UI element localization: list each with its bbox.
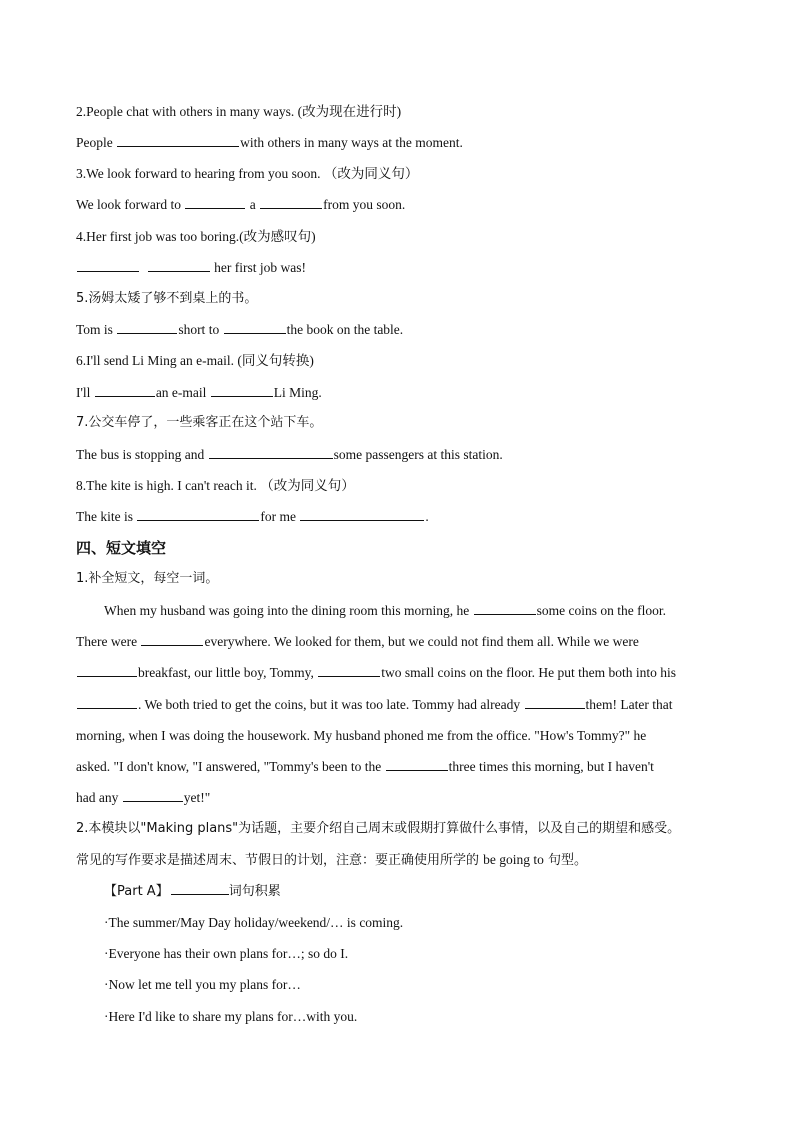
q6-blank-2[interactable] [211, 384, 273, 397]
passage2-line-2 [76, 851, 734, 870]
q5-answer-line [76, 321, 734, 339]
q6-text-c: Li Ming. [273, 385, 322, 400]
q8-text-a: The kite is [76, 509, 137, 524]
q2-blank-1[interactable] [117, 134, 239, 147]
q4-blank-2[interactable] [148, 259, 210, 272]
q5-text-c: the book on the table. [286, 322, 404, 337]
p1-l4-text-a: . We both tried to get the coins, but it was too late. Tommy had already [138, 697, 524, 712]
p1-l6-text-a: asked. "I don't know, "I answered, "Tommy's been to the [76, 759, 385, 774]
q3-blank-1[interactable] [185, 196, 245, 209]
q6-text-a: I'll [76, 385, 94, 400]
q2-answer-line [76, 134, 734, 152]
p1-l2-text-b: everywhere. We looked for them, but we could not find them all. While we were [204, 634, 639, 649]
p1-l4-text-b: them! Later that [585, 697, 673, 712]
q5-blank-1[interactable] [117, 321, 177, 334]
p1-blank-4[interactable] [318, 664, 380, 677]
q5-prompt: 5.汤姆太矮了够不到桌上的书。 [76, 291, 258, 306]
q7-blank-1[interactable] [209, 446, 333, 459]
p1-l1-text-a: When my husband was going into the dining room this morning, he [104, 603, 473, 618]
passage1-line-3 [76, 664, 734, 682]
p1-blank-1[interactable] [474, 602, 536, 615]
q4-text-b: her first job was! [210, 260, 306, 275]
passage1-line-6 [76, 758, 734, 776]
p2-l2-text-b: be going to [483, 852, 544, 867]
sentence-4: ·Here I'd like to share my plans for…with you. [104, 1009, 358, 1024]
q3-answer-line [76, 196, 734, 214]
q6-text-b: an e-mail [155, 385, 210, 400]
passage1-line-5: morning, when I was doing the housework. My husband phoned me from the office. "How's Tommy?" he [76, 728, 647, 743]
p1-l3-text-a: breakfast, our little boy, Tommy, [138, 665, 318, 680]
q3-prompt: 3.We look forward to hearing from you soon. （改为同义句） [76, 166, 419, 181]
p1-l7-text-b: yet!" [183, 790, 211, 805]
q2-text-a: People [76, 135, 117, 150]
p1-l3-text-b: two small coins on the floor. He put them both into his [381, 665, 677, 680]
q3-text-b: a [246, 197, 260, 212]
p1-l2-text-a: There were [76, 634, 141, 649]
q6-blank-1[interactable] [95, 384, 155, 397]
p2-l2-text-a: 常见的写作要求是描述周末、节假日的计划，注意：要正确使用所学的 [76, 853, 484, 868]
q3-text-a: We look forward to [76, 197, 185, 212]
sentence-2: ·Everyone has their own plans for…; so do I. [104, 946, 349, 961]
passage1-line-7 [76, 789, 734, 807]
p1-l1-text-b: some coins on the floor. [536, 603, 666, 618]
q8-blank-1[interactable] [137, 508, 259, 521]
q8-blank-2[interactable] [300, 508, 424, 521]
q5-text-a: Tom is [76, 322, 117, 337]
p1-blank-3[interactable] [77, 664, 137, 677]
passage2-line-1: 2.本模块以"Making plans"为话题，主要介绍自己周末或假期打算做什么事情，以及自己的期望和感受。 [76, 821, 681, 836]
q7-text-b: some passengers at this station. [333, 447, 503, 462]
sentence-1: ·The summer/May Day holiday/weekend/… is coming. [104, 915, 404, 930]
part-a-label: 【Part A】 [104, 884, 169, 899]
q7-answer-line [76, 446, 734, 464]
section-heading: 四、短文填空 [76, 539, 167, 557]
part-a-dash [171, 885, 229, 895]
q8-text-c: . [425, 509, 429, 524]
passage1-line-4 [76, 696, 734, 714]
p1-l6-text-b: three times this morning, but I haven't [448, 759, 654, 774]
q4-blank-1[interactable] [77, 259, 139, 272]
part-a-heading [104, 883, 734, 901]
q4-prompt: 4.Her first job was too boring.(改为感叹句) [76, 229, 316, 244]
q3-blank-2[interactable] [260, 196, 322, 209]
p2-l2-text-c: 句型。 [543, 853, 588, 868]
q8-text-b: for me [260, 509, 300, 524]
p1-blank-7[interactable] [386, 758, 448, 771]
q6-prompt: 6.I'll send Li Ming an e-mail. (同义句转换) [76, 353, 314, 368]
q5-text-b: short to [178, 322, 223, 337]
q7-prompt: 7.公交车停了，一些乘客正在这个站下车。 [76, 415, 323, 430]
q6-answer-line [76, 384, 734, 402]
p1-blank-8[interactable] [123, 789, 183, 802]
part-a-title: 词句积累 [228, 884, 281, 899]
q4-answer-line [76, 259, 734, 277]
q3-text-c: from you soon. [323, 197, 406, 212]
passage1-line-1 [104, 602, 734, 620]
p1-blank-6[interactable] [525, 696, 585, 709]
q7-text-a: The bus is stopping and [76, 447, 208, 462]
q2-text-b: with others in many ways at the moment. [240, 135, 463, 150]
p1-blank-2[interactable] [141, 633, 203, 646]
passage1-line-2 [76, 633, 734, 651]
q8-prompt: 8.The kite is high. I can't reach it. （改为同义句） [76, 478, 355, 493]
q8-answer-line [76, 508, 734, 526]
q2-prompt: 2.People chat with others in many ways. (改为现在进行时) [76, 104, 402, 119]
p1-blank-5[interactable] [77, 696, 137, 709]
p1-l7-text-a: had any [76, 790, 122, 805]
sentence-3: ·Now let me tell you my plans for… [104, 977, 301, 992]
q5-blank-2[interactable] [224, 321, 286, 334]
passage1-instruction: 1.补全短文，每空一词。 [76, 571, 219, 586]
